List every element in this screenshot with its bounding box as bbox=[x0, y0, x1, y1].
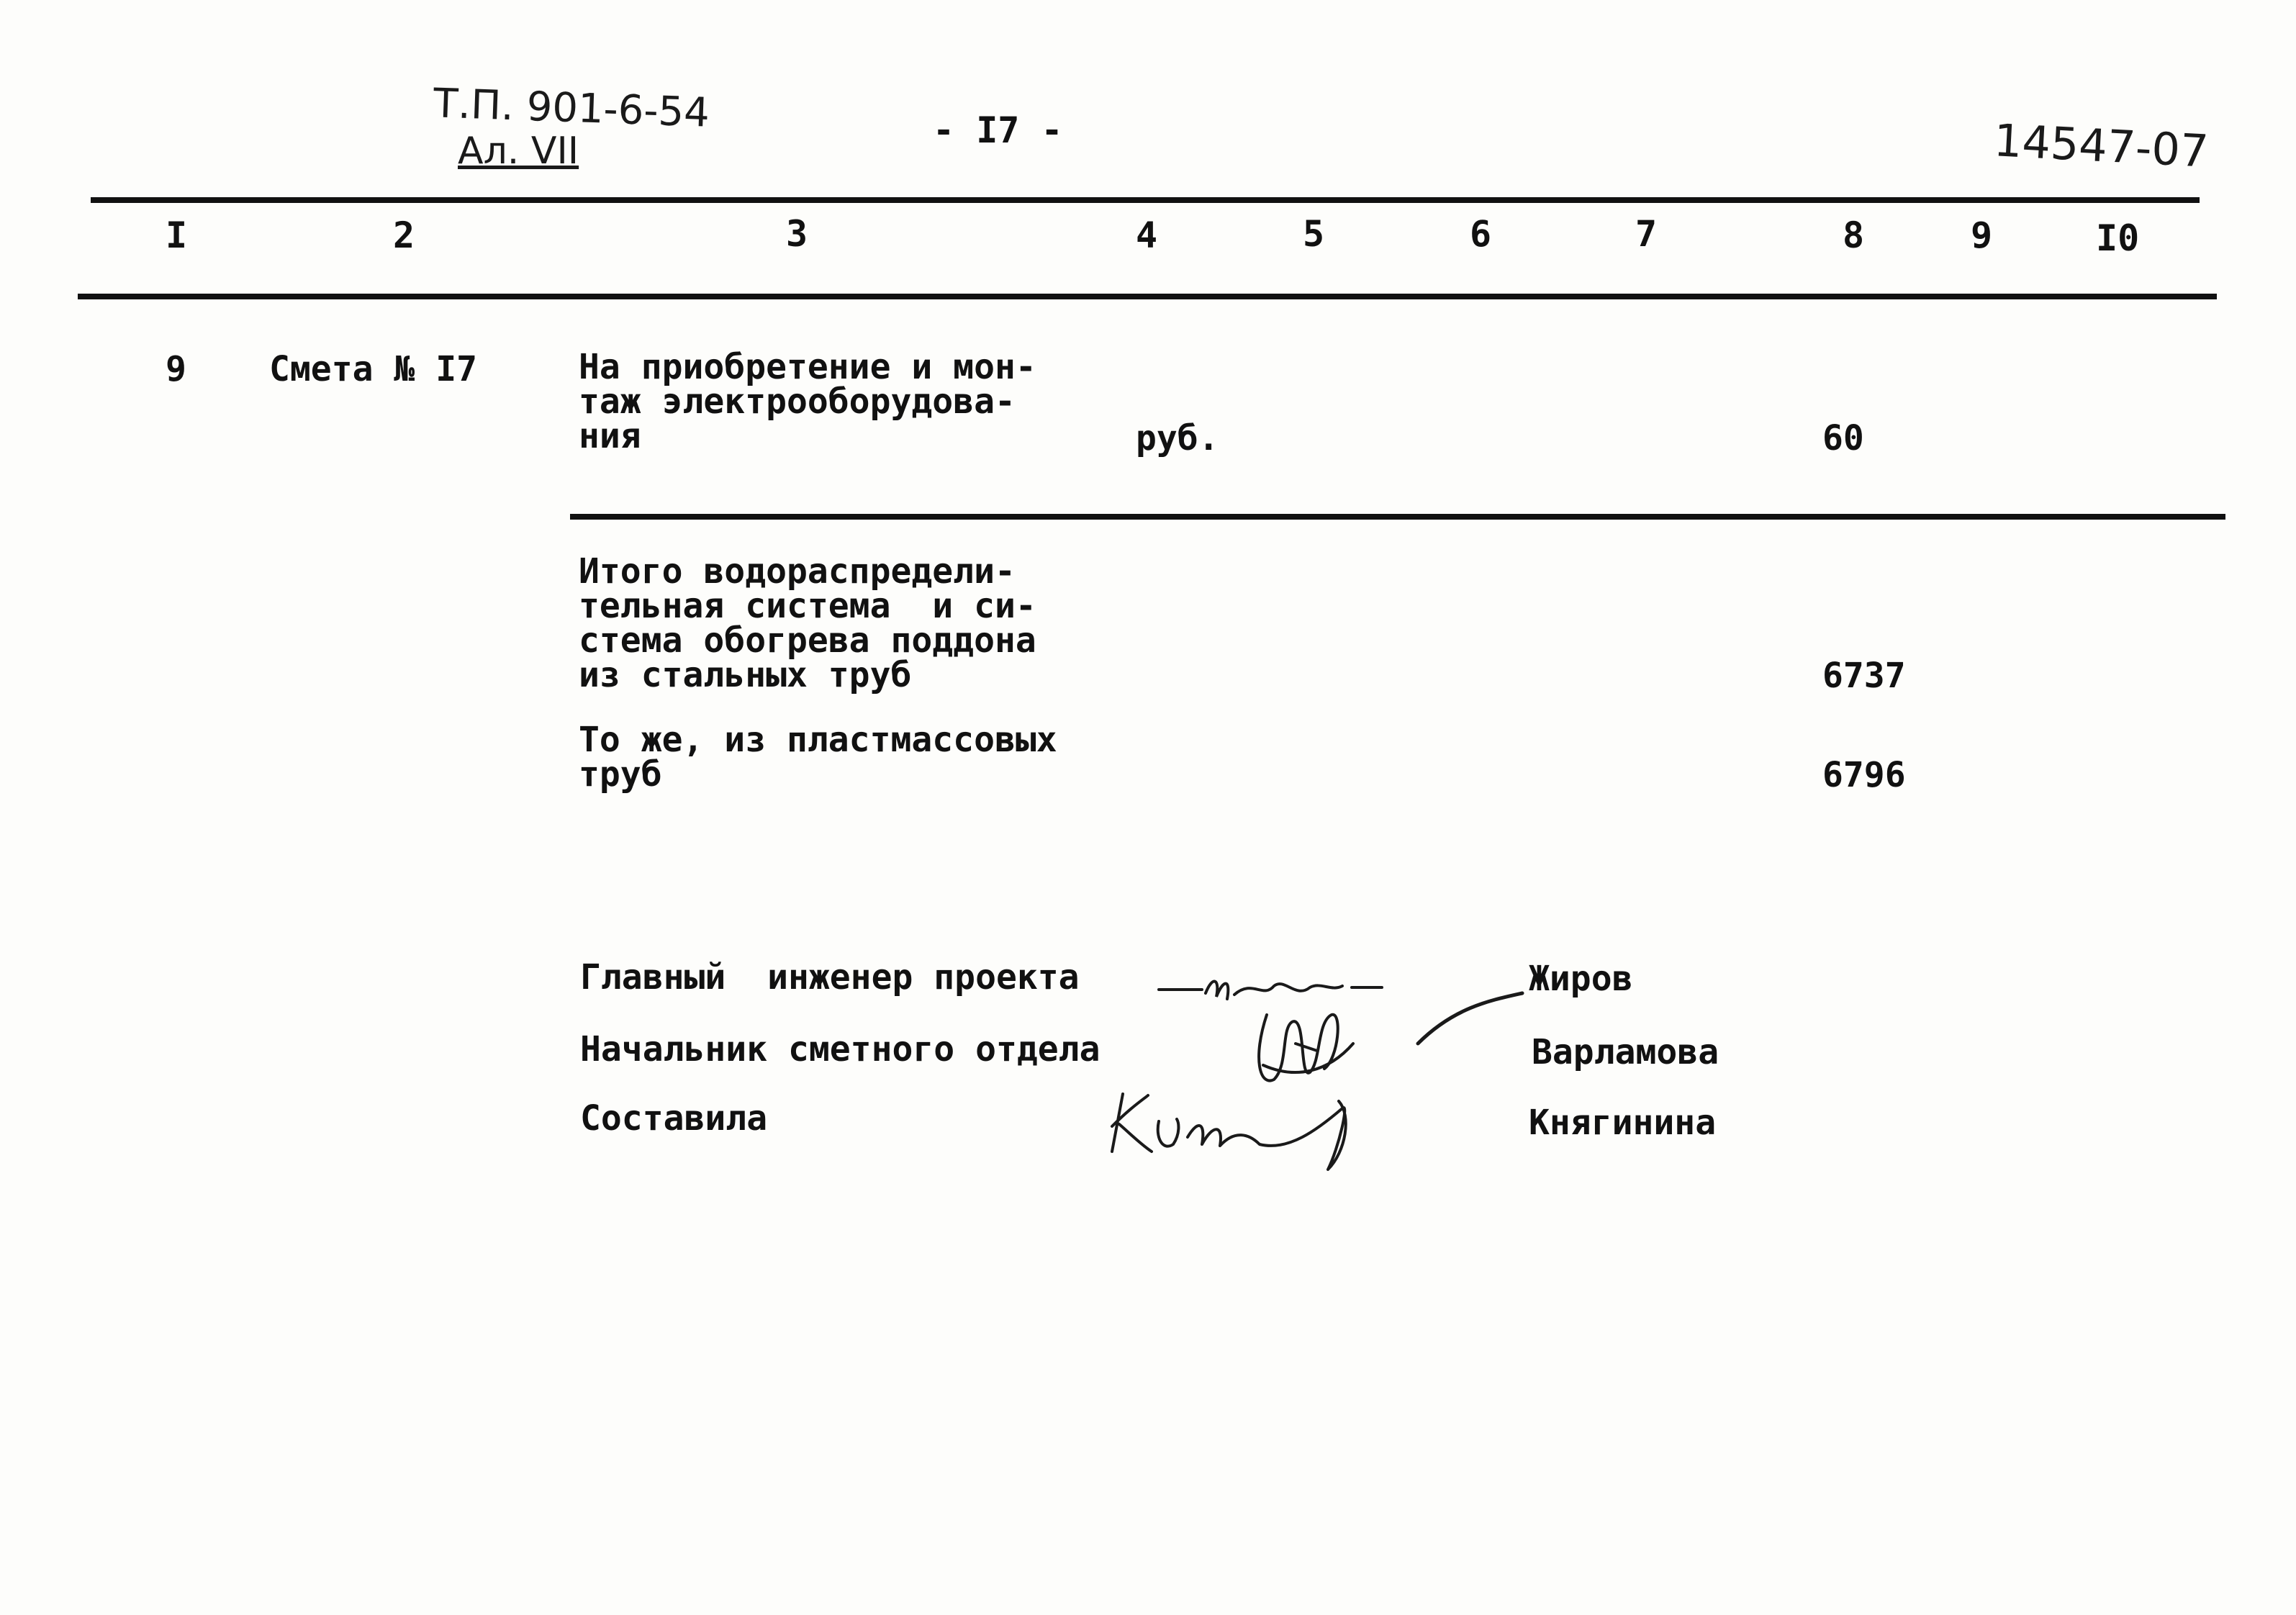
column-number-6: 6 bbox=[1470, 213, 1492, 255]
total-plastic-line: труб bbox=[579, 754, 662, 795]
page-number: - I7 - bbox=[933, 109, 1063, 151]
total-steel-line: Итого водораспредели- bbox=[579, 551, 1016, 592]
signature-name-head-of-department: Варламова bbox=[1532, 1032, 1719, 1072]
row-description-line: таж электрооборудова- bbox=[579, 381, 1016, 422]
column-number-1: I bbox=[166, 214, 188, 256]
total-steel-line: стема обогрева поддона bbox=[579, 620, 1036, 661]
signature-stroke-chief-engineer bbox=[1159, 982, 1382, 999]
row-number: 9 bbox=[166, 349, 186, 389]
row-description-line: ния bbox=[579, 416, 641, 456]
column-number-3: 3 bbox=[786, 213, 808, 255]
unit: руб. bbox=[1136, 418, 1219, 458]
column-number-5: 5 bbox=[1303, 213, 1325, 255]
subtotal-rule bbox=[570, 514, 2225, 520]
handwritten-signatures bbox=[1080, 936, 1547, 1195]
column-number-7: 7 bbox=[1635, 213, 1658, 255]
document-number: 14547-07 bbox=[1992, 114, 2210, 178]
column-number-9: 9 bbox=[1971, 214, 1993, 256]
column-number-8: 8 bbox=[1843, 214, 1865, 256]
signature-stroke-head-of-department bbox=[1259, 1015, 1353, 1081]
total-steel-line: тельная система и си- bbox=[579, 586, 1036, 626]
table-header-bottom-rule bbox=[78, 294, 2217, 299]
row-description-line: На приобретение и мон- bbox=[579, 347, 1036, 387]
estimate-reference: Смета № I7 bbox=[269, 349, 477, 389]
cost-value: 60 bbox=[1822, 418, 1864, 458]
project-code-line1: Т.П. 901-6-54 bbox=[432, 80, 710, 137]
total-steel-line: из стальных труб bbox=[579, 655, 912, 695]
row-description bbox=[579, 347, 1036, 456]
project-code-line2: Ал. VII bbox=[458, 130, 579, 173]
total-plastic-value: 6796 bbox=[1822, 755, 1906, 795]
column-number-10: I0 bbox=[2096, 217, 2140, 259]
signature-name-chief-engineer: Жиров bbox=[1529, 959, 1633, 999]
column-number-4: 4 bbox=[1136, 214, 1158, 256]
total-steel-value: 6737 bbox=[1822, 656, 1906, 696]
total-plastic-line: То же, из пластмассовых bbox=[579, 720, 1057, 760]
signature-stroke-compiler bbox=[1112, 1094, 1346, 1170]
total-plastic-description bbox=[579, 720, 1057, 795]
column-number-2: 2 bbox=[393, 214, 415, 256]
signature-role-chief-engineer: Главный инженер проекта bbox=[580, 957, 1080, 998]
table-top-rule bbox=[91, 197, 2200, 203]
signature-name-compiler: Княгинина bbox=[1529, 1103, 1717, 1143]
signature-role-compiler: Составила bbox=[580, 1098, 768, 1139]
total-steel-description bbox=[579, 551, 1036, 695]
signature-stroke-dash bbox=[1418, 993, 1522, 1044]
signature-role-head-of-department: Начальник сметного отдела bbox=[580, 1029, 1100, 1069]
